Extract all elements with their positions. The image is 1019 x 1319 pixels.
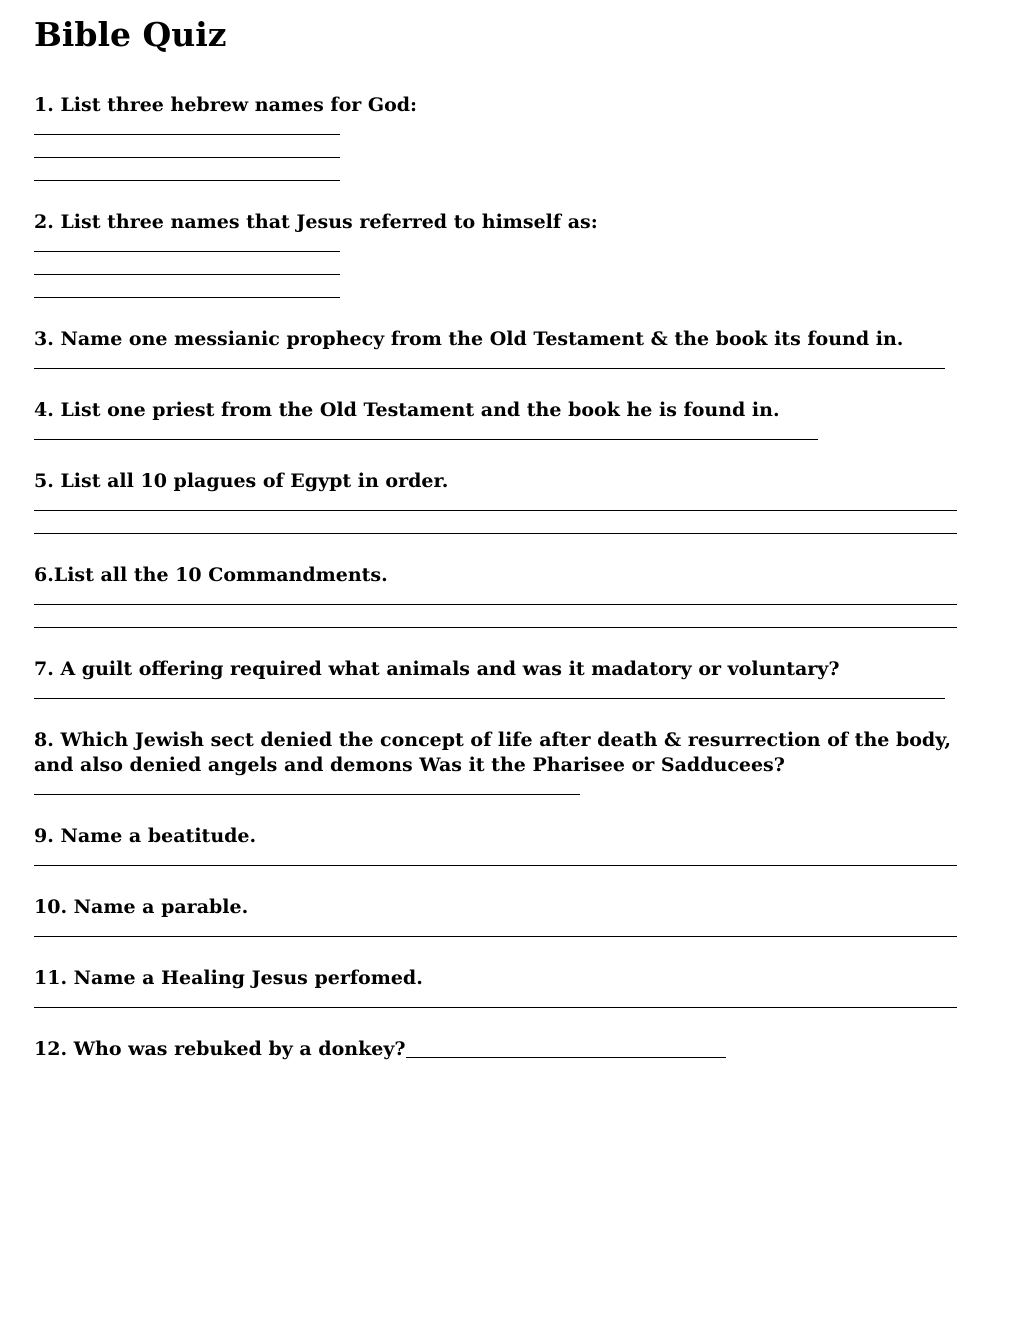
answer-line [34, 274, 340, 275]
question-item [34, 563, 957, 628]
question-text: 10. Name a parable. [34, 896, 249, 919]
answer-line [34, 368, 945, 369]
question-text: 2. List three names that Jesus referred to himself as: [34, 211, 598, 234]
question-text: 12. Who was rebuked by a donkey? [34, 1038, 406, 1061]
answer-line [34, 604, 957, 605]
answer-line [34, 627, 957, 628]
question-item [34, 93, 957, 181]
answer-line [34, 180, 340, 181]
question-label [34, 327, 957, 352]
question-label [34, 210, 957, 235]
question-item [34, 824, 957, 866]
answer-line [34, 134, 340, 135]
question-text: 9. Name a beatitude. [34, 825, 257, 848]
question-item [34, 469, 957, 534]
page-title: Bible Quiz [34, 15, 227, 54]
answer-line [34, 510, 957, 511]
question-label [34, 966, 957, 991]
answer-line [34, 1007, 957, 1008]
answer-line [34, 698, 945, 699]
questions-list [34, 93, 957, 1062]
question-item [34, 327, 957, 369]
answer-line [34, 297, 340, 298]
answer-line [34, 251, 340, 252]
answer-line [34, 936, 957, 937]
question-item [34, 1037, 957, 1062]
question-label [34, 895, 957, 920]
question-label [34, 824, 957, 849]
question-text: 11. Name a Healing Jesus perfomed. [34, 967, 423, 990]
question-item [34, 398, 957, 440]
question-item [34, 895, 957, 937]
answer-blank-inline [406, 1037, 726, 1058]
answer-line [34, 865, 957, 866]
question-text: 8. Which Jewish sect denied the concept of life after death & resurrection of the body, and also denied angels and demons Was it the Pharisee or Sadducees? [34, 729, 952, 777]
answer-line [34, 794, 580, 795]
question-text: 1. List three hebrew names for God: [34, 94, 418, 117]
question-label [34, 93, 957, 118]
question-text: 7. A guilt offering required what animals and was it madatory or voluntary? [34, 658, 840, 681]
question-text: 6.List all the 10 Commandments. [34, 564, 388, 587]
question-label [34, 469, 957, 494]
answer-line [34, 533, 957, 534]
question-text: 5. List all 10 plagues of Egypt in order. [34, 470, 449, 493]
question-label [34, 398, 957, 423]
question-item [34, 657, 957, 699]
question-text: 3. Name one messianic prophecy from the Old Testament & the book its found in. [34, 328, 904, 351]
question-label [34, 657, 957, 682]
question-label [34, 563, 957, 588]
question-item [34, 966, 957, 1008]
question-label [34, 1037, 957, 1062]
question-item [34, 728, 957, 795]
answer-line [34, 157, 340, 158]
question-label [34, 728, 957, 778]
question-item [34, 210, 957, 298]
answer-line [34, 439, 818, 440]
question-text: 4. List one priest from the Old Testament and the book he is found in. [34, 399, 780, 422]
